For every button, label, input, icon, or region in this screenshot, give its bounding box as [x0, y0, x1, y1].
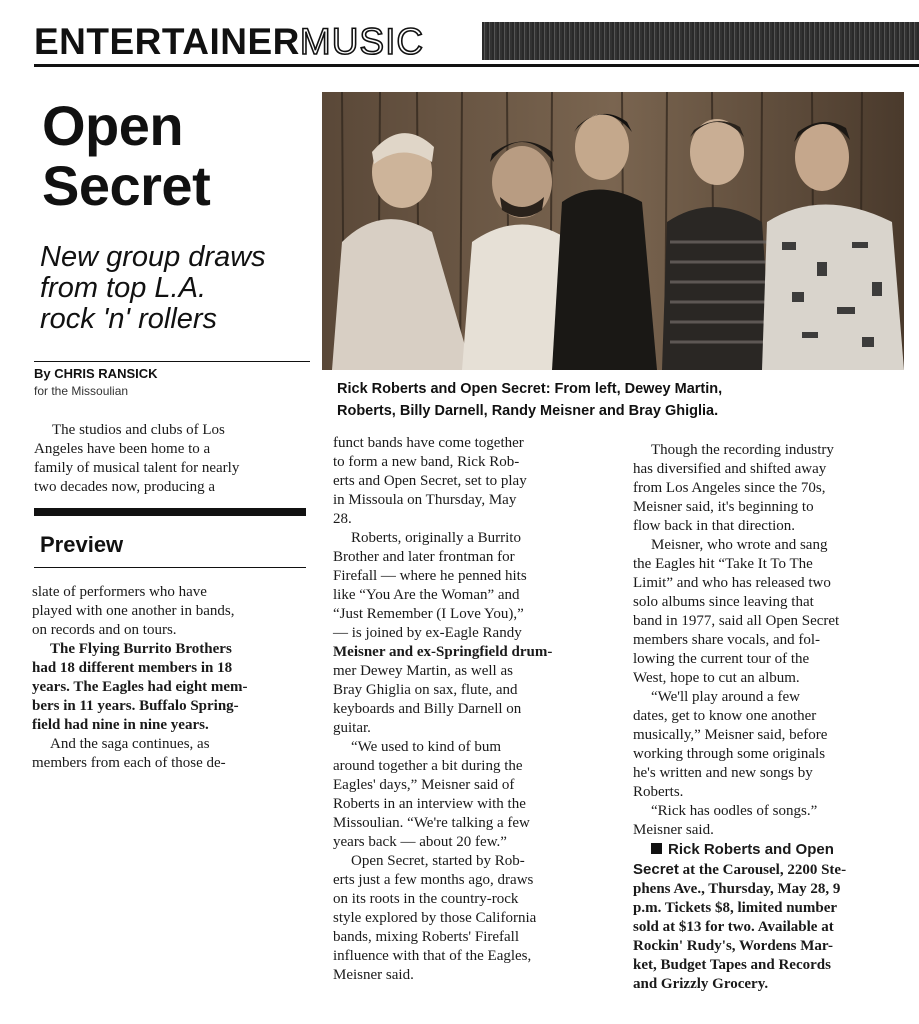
text-line: from Los Angeles since the 70s, — [633, 480, 826, 496]
text-line: solo albums since leaving that — [633, 594, 814, 610]
text-line: p.m. Tickets $8, limited number — [633, 900, 838, 916]
text-line: “Just Remember (I Love You),” — [333, 606, 524, 622]
subheadline-line: rock 'n' rollers — [40, 303, 218, 335]
paragraph — [333, 852, 617, 985]
text-line: Meisner said. — [333, 967, 414, 983]
text-line: working through some originals — [633, 746, 826, 762]
text-line: on its roots in the country-rock — [333, 891, 519, 907]
text-line: lowing the current tour of the — [633, 651, 810, 667]
section-header — [34, 20, 424, 64]
event-lead: Rick Roberts and Open — [668, 841, 834, 858]
text-line: erts just a few months ago, draws — [333, 872, 534, 888]
paragraph — [633, 536, 907, 688]
text-line: Bray Ghiglia on sax, flute, and — [333, 682, 518, 698]
caption-line: Roberts, Billy Darnell, Randy Meisner and Bray Ghiglia. — [337, 403, 719, 419]
text-line: Eagles' days,” Meisner said of — [333, 777, 515, 793]
text-line: slate of performers who have — [32, 584, 207, 600]
text-line: like “You Are the Woman” and — [333, 587, 520, 603]
paragraph — [32, 583, 308, 640]
article-column-1-top — [34, 421, 306, 497]
text-line: Roberts in an interview with the — [333, 796, 526, 812]
subheadline-line: New group draws — [40, 241, 266, 273]
text-line: played with one another in bands, — [32, 603, 235, 619]
text-line: members share vocals, and fol- — [633, 632, 821, 648]
text-line: at the Carousel, 2200 Ste- — [678, 862, 847, 878]
paragraph — [34, 421, 306, 497]
text-line: Angeles have been home to a — [34, 441, 211, 457]
text-line: Limit” and who has released two — [633, 575, 831, 591]
paragraph — [333, 529, 617, 738]
band-photo-illustration — [322, 92, 904, 370]
text-line: guitar. — [333, 720, 371, 736]
headline-line: Secret — [42, 154, 211, 217]
caption-line: Rick Roberts and Open Secret: From left, Dewey Martin, — [337, 381, 723, 397]
text-line: style explored by those California — [333, 910, 537, 926]
text-line: funct bands have come together — [333, 435, 524, 451]
text-line: 28. — [333, 511, 352, 527]
text-line: years. The Eagles had eight mem- — [32, 679, 248, 695]
text-line: musically,” Meisner said, before — [633, 727, 828, 743]
text-line: “Rick has oodles of songs.” — [651, 803, 818, 819]
text-line: band in 1977, said all Open Secret — [633, 613, 840, 629]
text-line: has diversified and shifted away — [633, 461, 827, 477]
text-line: Missoulian. “We're talking a few — [333, 815, 530, 831]
text-line: Meisner said, it's beginning to — [633, 499, 814, 515]
text-line: Firefall — where he penned hits — [333, 568, 527, 584]
text-line: And the saga continues, as — [50, 736, 210, 752]
text-line: Meisner, who wrote and sang — [651, 537, 828, 553]
paragraph — [32, 735, 308, 773]
text-line: field had nine in nine years. — [32, 717, 209, 733]
article-column-2 — [333, 434, 617, 985]
preview-rule-bottom — [34, 567, 306, 568]
text-line: “We used to kind of bum — [351, 739, 502, 755]
text-line: Roberts, originally a Burrito — [351, 530, 521, 546]
text-line: to form a new band, Rick Rob- — [333, 454, 520, 470]
paragraph — [333, 738, 617, 852]
text-line: phens Ave., Thursday, May 28, 9 — [633, 881, 841, 897]
preview-rule-top — [34, 508, 306, 516]
photo-caption — [337, 378, 917, 422]
bullet-square-icon — [651, 843, 662, 854]
text-line: erts and Open Secret, set to play — [333, 473, 527, 489]
byline-rule — [34, 361, 310, 362]
text-line: Though the recording industry — [651, 442, 834, 458]
header-texture-bar — [482, 22, 919, 60]
text-line: on records and on tours. — [32, 622, 177, 638]
text-line: influence with that of the Eagles, — [333, 948, 532, 964]
subsection-name: MUSIC — [299, 21, 425, 62]
event-lead: Secret — [633, 861, 679, 878]
paragraph — [633, 802, 907, 840]
header-rule — [34, 64, 919, 67]
text-line: The Flying Burrito Brothers — [50, 641, 232, 657]
text-line: members from each of those de- — [32, 755, 226, 771]
text-line: dates, get to know one another — [633, 708, 817, 724]
text-line: sold at $13 for two. Available at — [633, 919, 834, 935]
text-line: bands, mixing Roberts' Firefall — [333, 929, 520, 945]
text-line: flow back in that direction. — [633, 518, 796, 534]
headline — [42, 96, 210, 216]
paragraph — [633, 688, 907, 802]
text-line: “We'll play around a few — [651, 689, 800, 705]
subheadline-line: from top L.A. — [40, 272, 207, 304]
text-line: West, hope to cut an album. — [633, 670, 800, 686]
text-line: keyboards and Billy Darnell on — [333, 701, 522, 717]
byline-author: By CHRIS RANSICK — [34, 366, 158, 381]
text-line: mer Dewey Martin, as well as — [333, 663, 513, 679]
text-line: in Missoula on Thursday, May — [333, 492, 517, 508]
text-line: he's written and new songs by — [633, 765, 813, 781]
subheadline — [40, 242, 320, 335]
article-column-1-bottom — [32, 583, 308, 773]
event-info — [633, 840, 907, 994]
text-line: Open Secret, started by Rob- — [351, 853, 525, 869]
headline-line: Open — [42, 94, 184, 157]
byline-affiliation: for the Missoulian — [34, 384, 129, 398]
paragraph — [333, 434, 617, 529]
paragraph-bold — [32, 640, 308, 735]
band-photo — [322, 92, 904, 370]
text-line: Rockin' Rudy's, Wordens Mar- — [633, 938, 834, 954]
text-line: had 18 different members in 18 — [32, 660, 233, 676]
text-line: — is joined by ex-Eagle Randy — [333, 625, 522, 641]
text-line: the Eagles hit “Take It To The — [633, 556, 813, 572]
paragraph — [633, 441, 907, 536]
text-line: bers in 11 years. Buffalo Spring- — [32, 698, 239, 714]
text-line: ket, Budget Tapes and Records — [633, 957, 831, 973]
text-line: and Grizzly Grocery. — [633, 976, 769, 992]
text-line: two decades now, producing a — [34, 479, 216, 495]
text-line: The studios and clubs of Los — [52, 422, 225, 438]
text-line: Brother and later frontman for — [333, 549, 515, 565]
preview-label: Preview — [40, 532, 124, 557]
text-line: around together a bit during the — [333, 758, 523, 774]
section-name: ENTERTAINER — [34, 21, 300, 62]
article-column-3 — [633, 441, 907, 994]
text-line: family of musical talent for nearly — [34, 460, 240, 476]
text-line: Roberts. — [633, 784, 684, 800]
text-line: Meisner and ex-Springfield drum- — [333, 644, 553, 660]
text-line: Meisner said. — [633, 822, 714, 838]
text-line: years back — about 20 few.” — [333, 834, 507, 850]
